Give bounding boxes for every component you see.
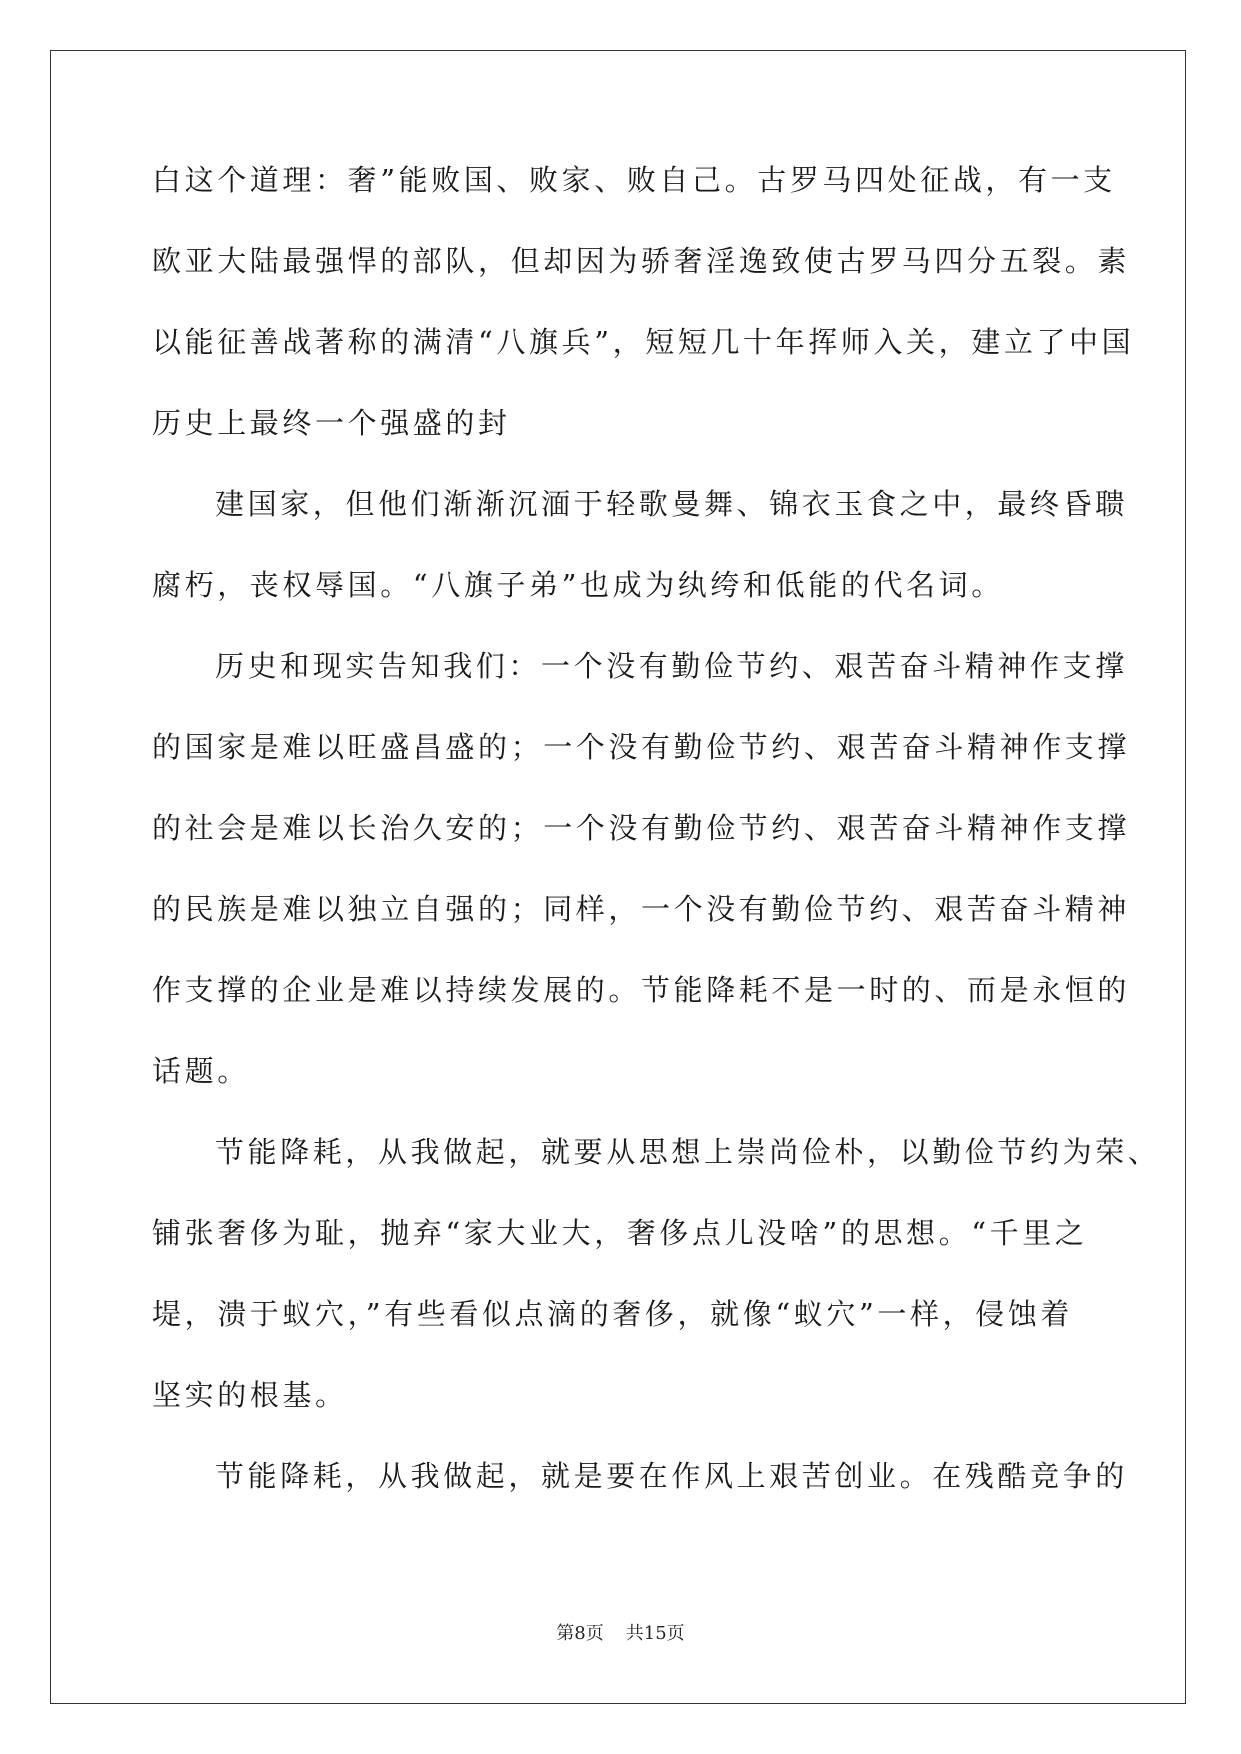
page-total: 共15页: [625, 1623, 685, 1644]
text-line: 腐朽，丧权辱国。“八旗子弟”也成为纨绔和低能的代名词。: [152, 568, 1004, 602]
text-line: 白这个道理：奢”能败国、败家、败自己。古罗马四处征战，有一支: [152, 163, 1116, 197]
text-line: 的民族是难以独立自强的；同样，一个没有勤俭节约、艰苦奋斗精神: [152, 892, 1131, 926]
text-line: 节能降耗，从我做起，就要从思想上崇尚俭朴，以勤俭节约为荣、: [215, 1135, 1161, 1169]
text-line: 的社会是难以长治久安的；一个没有勤俭节约、艰苦奋斗精神作支撑: [152, 811, 1131, 845]
text-line: 欧亚大陆最强悍的部队，但却因为骄奢淫逸致使古罗马四分五裂。素: [152, 244, 1131, 278]
text-line: 节能降耗，从我做起，就是要在作风上艰苦创业。在残酷竞争的: [215, 1459, 1128, 1493]
text-line: 的国家是难以旺盛昌盛的；一个没有勤俭节约、艰苦奋斗精神作支撑: [152, 730, 1131, 764]
text-line: 建国家，但他们渐渐沉湎于轻歌曼舞、锦衣玉食之中，最终昏聩: [215, 487, 1128, 521]
page-number: 第8页: [556, 1623, 604, 1644]
text-line: 坚实的根基。: [152, 1378, 348, 1412]
text-line: 以能征善战著称的满清“八旗兵”，短短几十年挥师入关，建立了中国: [152, 325, 1135, 359]
text-line: 话题。: [152, 1054, 250, 1088]
text-line: 作支撑的企业是难以持续发展的。节能降耗不是一时的、而是永恒的: [152, 973, 1131, 1007]
text-line: 历史上最终一个强盛的封: [152, 406, 511, 440]
text-line: 堤，溃于蚁穴，”有些看似点滴的奢侈，就像“蚁穴”一样，侵蚀着: [152, 1297, 1073, 1331]
text-line: 历史和现实告知我们：一个没有勤俭节约、艰苦奋斗精神作支撑: [215, 649, 1128, 683]
document-body: [152, 163, 1161, 1542]
text-line: 铺张奢侈为耻，抛弃“家大业大，奢侈点儿没啥”的思想。“千里之: [152, 1216, 1088, 1250]
page-footer: [0, 1624, 1241, 1644]
